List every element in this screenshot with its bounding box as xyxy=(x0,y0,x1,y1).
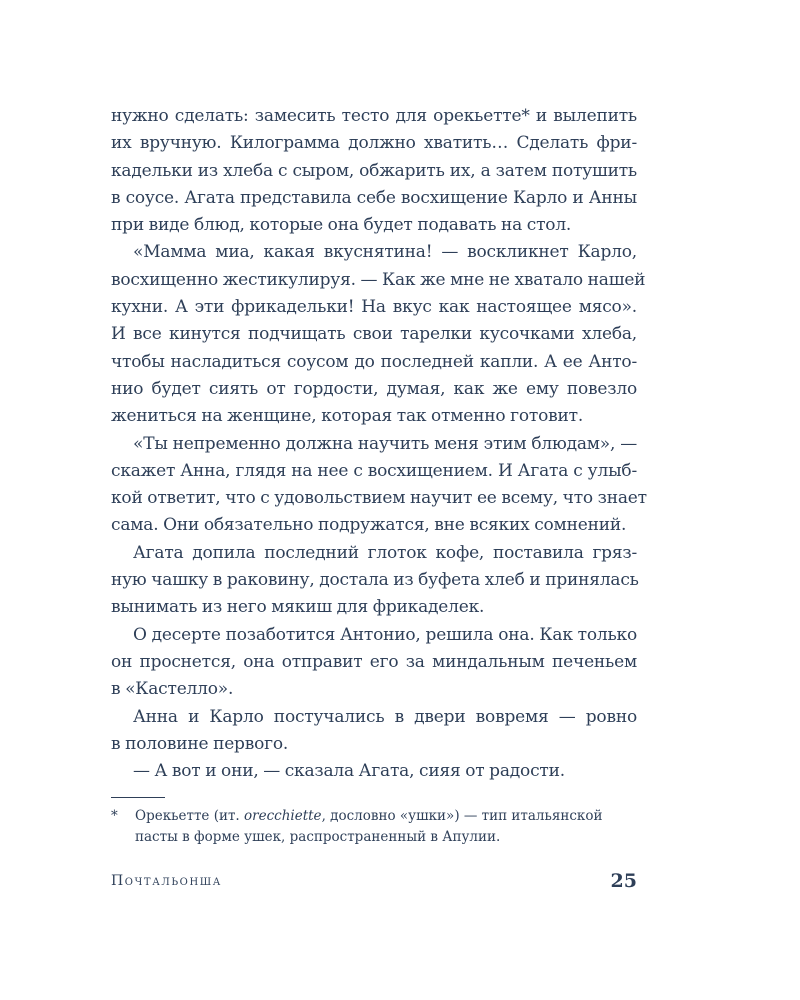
text-line: ную чашку в раковину, достала из буфета хлеб и принялась xyxy=(111,570,639,591)
text-line: чтобы насладиться соусом до последней капли. А ее Анто- xyxy=(111,351,637,372)
page-body xyxy=(111,103,647,785)
text-line: вынимать из него мякиш для фрикаделек. xyxy=(111,597,485,618)
main-text xyxy=(111,103,647,785)
text-line: в «Кастелло». xyxy=(111,679,234,700)
text-line: восхищенно жестикулируя. — Как же мне не хватало нашей xyxy=(111,269,646,290)
text-line: И все кинутся подчищать свои тарелки кусочками хлеба, xyxy=(111,324,637,345)
text-line: «Мамма миа, какая вкуснятина! — воскликнет Карло, xyxy=(133,242,637,263)
text-line: Агата допила последний глоток кофе, поставила гряз- xyxy=(133,542,637,563)
paragraph xyxy=(111,103,637,239)
paragraph xyxy=(111,704,637,759)
footnote-italic-term: orecchiette xyxy=(244,808,322,824)
footnote-text-start: Орекьетте (ит. xyxy=(135,808,245,824)
page-footer xyxy=(111,870,637,897)
text-line: скажет Анна, глядя на нее с восхищением. И Агата с улыб- xyxy=(111,460,637,481)
footnote-divider xyxy=(111,797,165,798)
text-line: — А вот и они, — сказала Агата, сияя от радости. xyxy=(133,761,565,782)
text-line: жениться на женщине, которая так отменно готовит. xyxy=(111,406,584,427)
paragraph xyxy=(111,622,637,704)
paragraph xyxy=(111,540,637,622)
text-line: в половине первого. xyxy=(111,733,289,754)
text-line: в соусе. Агата представила себе восхищение Карло и Анны xyxy=(111,187,637,208)
footnote-line-1 xyxy=(111,806,637,827)
text-line: сама. Они обязательно подружатся, вне всяких сомнений. xyxy=(111,515,627,536)
paragraph xyxy=(111,431,647,540)
paragraph xyxy=(111,239,646,430)
text-line: он проснется, она отправит его за миндальным печеньем xyxy=(111,651,637,672)
footnote xyxy=(111,806,637,848)
text-line: при виде блюд, которые она будет подавать на стол. xyxy=(111,215,572,236)
text-line: Анна и Карло постучались в двери вовремя — ровно xyxy=(133,706,637,727)
footnote-line-2: пасты в форме ушек, распространенный в Апулии. xyxy=(135,829,501,845)
footnote-mark: * xyxy=(111,808,118,824)
text-line: кой ответит, что с удовольствием научит ее всему, что знает xyxy=(111,488,647,509)
running-title: Почтальонша xyxy=(111,873,222,889)
paragraph xyxy=(111,758,637,785)
text-line: нужно сделать: замесить тесто для орекьетте* и вылепить xyxy=(111,106,637,126)
text-line: нио будет сиять от гордости, думая, как же ему повезло xyxy=(111,378,637,399)
text-line: кадельки из хлеба с сыром, обжарить их, а затем потушить xyxy=(111,160,637,181)
text-line: кухни. А эти фрикадельки! На вкус как настоящее мясо». xyxy=(111,297,637,318)
footnote-text-end: , дословно «ушки») — тип итальянской xyxy=(321,808,603,824)
page-number: 25 xyxy=(610,870,637,892)
text-line: «Ты непременно должна научить меня этим блюдам», — xyxy=(133,433,637,454)
text-line: О десерте позаботится Антонио, решила она. Как только xyxy=(133,624,637,645)
text-line: их вручную. Килограмма должно хватить… Сделать фри- xyxy=(111,133,637,154)
